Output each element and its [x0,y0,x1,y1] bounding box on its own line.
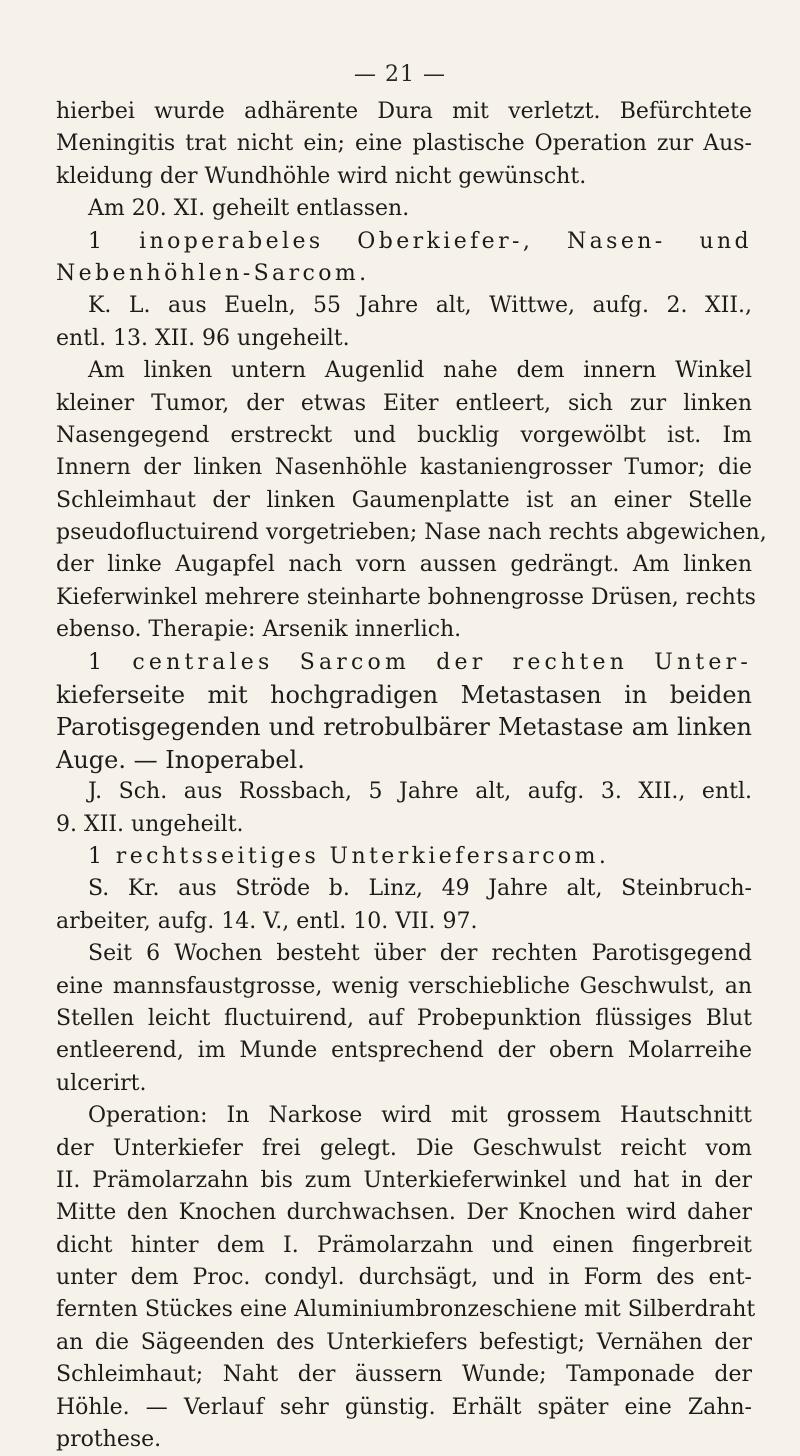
text-line: Stellen leicht fluctuirend, auf Probepunktion flüssiges Blut [56,1005,752,1031]
text-line: fernten Stückes eine Aluminiumbronzeschiene mit Silberdraht [56,1297,756,1323]
page-number: — 21 — [354,62,446,87]
section-heading: 1 centrales Sarcom der rechten Unter- [88,649,752,675]
text-line: Am linken untern Augenlid nahe dem innern Winkel [88,358,752,384]
section-heading: kieferseite mit hochgradigen Metastasen in beiden [56,681,752,710]
text-line: arbeiter, aufg. 14. V., entl. 10. VII. 97. [56,908,478,934]
text-line: K. L. aus Eueln, 55 Jahre alt, Wittwe, aufg. 2. XII., [88,293,752,319]
text-line: an die Sägeenden des Unterkiefers befestigt; Vernähen der [56,1329,752,1355]
text-line: Innern der linken Nasenhöhle kastaniengrosser Tumor; die [56,455,752,481]
text-line: Operation: In Narkose wird mit grossem Hautschnitt [88,1103,752,1129]
text-line: II. Prämolarzahn bis zum Unterkieferwinkel und hat in der [56,1167,752,1193]
text-line: Meningitis trat nicht ein; eine plastische Operation zur Aus- [56,131,752,157]
text-line: ebenso. Therapie: Arsenik innerlich. [56,617,462,643]
text-line: der Unterkiefer frei gelegt. Die Geschwulst reicht vom [56,1135,752,1161]
text-line: eine mannsfaustgrosse, wenig verschiebliche Geschwulst, an [56,973,752,999]
text-line: hierbei wurde adhärente Dura mit verletzt. Befürchtete [56,99,752,124]
text-line: Höhle. — Verlauf sehr günstig. Erhält später eine Zahn- [56,1394,752,1420]
section-heading: 1 inoperabeles Oberkiefer-, Nasen- und [88,228,752,254]
text-line: Seit 6 Wochen besteht über der rechten Parotisgegend [88,941,752,967]
text-line: der linke Augapfel nach vorn aussen gedrängt. Am linken [56,552,752,578]
text-line: J. Sch. aus Rossbach, 5 Jahre alt, aufg. 3. XII., entl. [88,779,752,805]
text-line: entleerend, im Munde entsprechend der obern Molarreihe [56,1038,752,1064]
text-line: kleidung der Wundhöhle wird nicht gewünscht. [56,163,587,189]
text-line: unter dem Proc. condyl. durchsägt, und in Form des ent- [56,1265,752,1291]
section-heading: Parotisgegenden und retrobulbärer Metastase am linken [56,713,752,742]
text-line: Nasengegend erstreckt und bucklig vorgewölbt ist. Im [56,422,752,448]
text-line: entl. 13. XII. 96 ungeheilt. [56,325,350,351]
text-line: Schleimhaut der linken Gaumenplatte ist an einer Stelle [56,487,752,513]
text-line: dicht hinter dem I. Prämolarzahn und einen fingerbreit [56,1232,752,1258]
body-text [56,96,767,1456]
section-heading: Nebenhöhlen-Sarcom. [56,260,370,286]
text-line: 9. XII. ungeheilt. [56,811,244,837]
section-heading: Auge. — Inoperabel. [56,745,305,774]
section-heading: 1 rechtsseitiges Unterkiefersarcom. [88,843,610,869]
text-line: prothese. [56,1427,162,1453]
text-line: S. Kr. aus Ströde b. Linz, 49 Jahre alt, Steinbruch- [88,876,752,902]
text-line: Kieferwinkel mehrere steinharte bohnengrosse Drüsen, rechts [56,584,756,610]
text-line: Schleimhaut; Naht der äussern Wunde; Tamponade der [56,1362,752,1388]
text-line: Mitte den Knochen durchwachsen. Der Knochen wird daher [56,1200,752,1226]
text-line: Am 20. XI. geheilt entlassen. [88,196,410,222]
text-line: ulcerirt. [56,1070,147,1096]
text-line: kleiner Tumor, der etwas Eiter entleert, sich zur linken [56,390,752,416]
text-line: pseudofluctuirend vorgetrieben; Nase nach rechts abgewichen, [56,520,767,546]
